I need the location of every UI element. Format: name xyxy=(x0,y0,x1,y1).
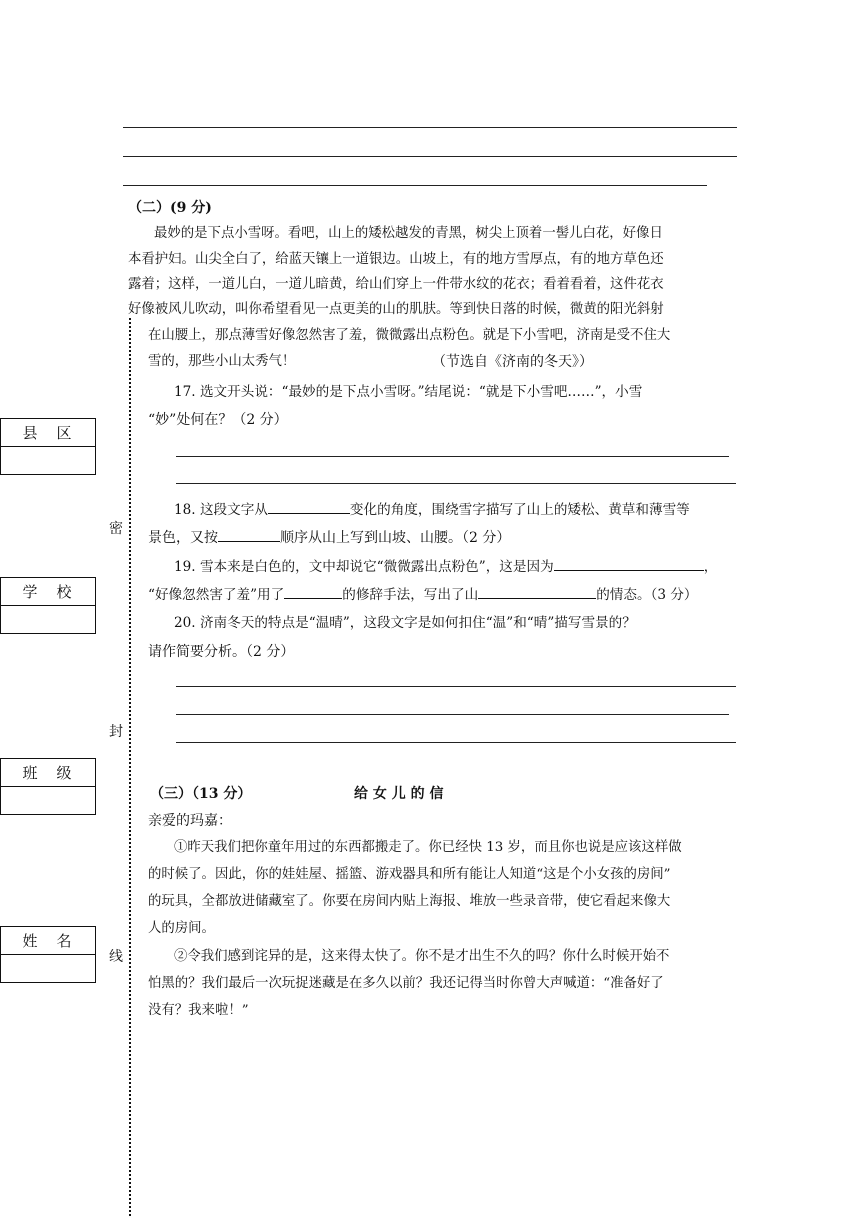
answer-line xyxy=(123,185,707,186)
q20-answer-line xyxy=(176,742,736,743)
letter-para1-line: 的玩具，全都放进储藏室了。你要在房间内贴上海报、堆放一些录音带，使它看起来像大 xyxy=(148,894,671,909)
letter-para1-line: ①昨天我们把你童年用过的东西都搬走了。你已经快 13 岁，而且你也说是应该这样做 xyxy=(174,840,682,855)
letter-salutation: 亲爱的玛嘉： xyxy=(148,813,232,829)
q18-text: 18. 这段文字从 变化的角度，围绕雪字描写了山上的矮松、黄草和薄雪等 xyxy=(174,499,690,519)
class-field xyxy=(0,758,96,815)
passage-line: 在山腰上，那点薄雪好像忽然害了羞，微微露出点粉色。就是下小雪吧，济南是受不住大 xyxy=(148,328,671,343)
section3-heading: （三）（13 分） xyxy=(150,786,252,802)
answer-line xyxy=(123,127,737,128)
section2-heading: （二）(9 分) xyxy=(128,200,212,216)
q20-answer-line xyxy=(176,714,729,715)
q19-text: “好像忽然害了羞”用了 的修辞手法，写出了山 的情态。（3 分） xyxy=(148,584,698,604)
q17-answer-line xyxy=(176,456,729,457)
q18-text: 景色，又按 顺序从山上写到山坡、山腰。（2 分） xyxy=(148,527,510,547)
passage-source: （节选自《济南的冬天》） xyxy=(432,354,593,370)
seal-char-feng: 封 xyxy=(109,724,123,740)
q20-text: 20. 济南冬天的特点是“温晴”，这段文字是如何扣住“温”和“晴”描写雪景的？ xyxy=(174,615,636,631)
letter-title: 给 女 儿 的 信 xyxy=(354,786,444,802)
q17-text: “妙”处何在？（2 分） xyxy=(148,412,288,428)
school-field xyxy=(0,577,96,634)
passage-line: 雪的，那些小山太秀气！ xyxy=(148,354,296,369)
q18-blank-1[interactable] xyxy=(268,499,350,514)
letter-para2-line: 没有？我来啦！” xyxy=(148,1003,249,1018)
passage-line: 本看护妇。山尖全白了，给蓝天镶上一道银边。山坡上，有的地方雪厚点，有的地方草色还 xyxy=(128,252,664,267)
passage-line: 最妙的是下点小雪呀。看吧，山上的矮松越发的青黑，树尖上顶着一髻儿白花，好像日 xyxy=(154,226,663,241)
passage-line: 露着；这样，一道儿白，一道儿暗黄，给山们穿上一件带水纹的花衣；看着看着，这件花衣 xyxy=(128,277,664,292)
letter-para2-line: 怕黑的？我们最后一次玩捉迷藏是在多久以前？我还记得当时你曾大声喊道：“准备好了 xyxy=(148,976,664,991)
q19-text: 19. 雪本来是白色的，文中却说它“微微露出点粉色”，这是因为 ， xyxy=(174,556,717,576)
name-field xyxy=(0,926,96,983)
county-label: 县 区 xyxy=(1,419,95,447)
seal-char-xian: 线 xyxy=(109,949,123,965)
q18-blank-2[interactable] xyxy=(218,527,280,542)
letter-para2-line: ②令我们感到诧异的是，这来得太快了。你不是才出生不久的吗？你什么时候开始不 xyxy=(174,949,670,964)
passage-line: 好像被风儿吹动，叫你希望看见一点更美的山的肌肤。等到快日落的时候，微黄的阳光斜射 xyxy=(128,302,664,317)
name-label: 姓 名 xyxy=(1,927,95,955)
class-label: 班 级 xyxy=(1,759,95,787)
school-label: 学 校 xyxy=(1,578,95,606)
county-field xyxy=(0,418,96,475)
q17-text: 17. 选文开头说：“最妙的是下点小雪呀。”结尾说：“就是下小雪吧……”，小雪 xyxy=(174,384,643,400)
seal-char-mi: 密 xyxy=(109,521,123,537)
q19-blank-1[interactable] xyxy=(554,556,704,571)
q19-blank-3[interactable] xyxy=(478,584,596,599)
q20-text: 请作简要分析。（2 分） xyxy=(148,644,295,660)
q19-blank-2[interactable] xyxy=(284,584,342,599)
q17-answer-line xyxy=(176,483,736,484)
binding-dotted-line xyxy=(129,318,131,1216)
letter-para1-line: 的时候了。因此，你的娃娃屋、摇篮、游戏器具和所有能让人知道“这是个小女孩的房间” xyxy=(148,867,671,882)
answer-line xyxy=(123,156,737,157)
q20-answer-line xyxy=(176,686,736,687)
letter-para1-line: 人的房间。 xyxy=(148,921,215,936)
